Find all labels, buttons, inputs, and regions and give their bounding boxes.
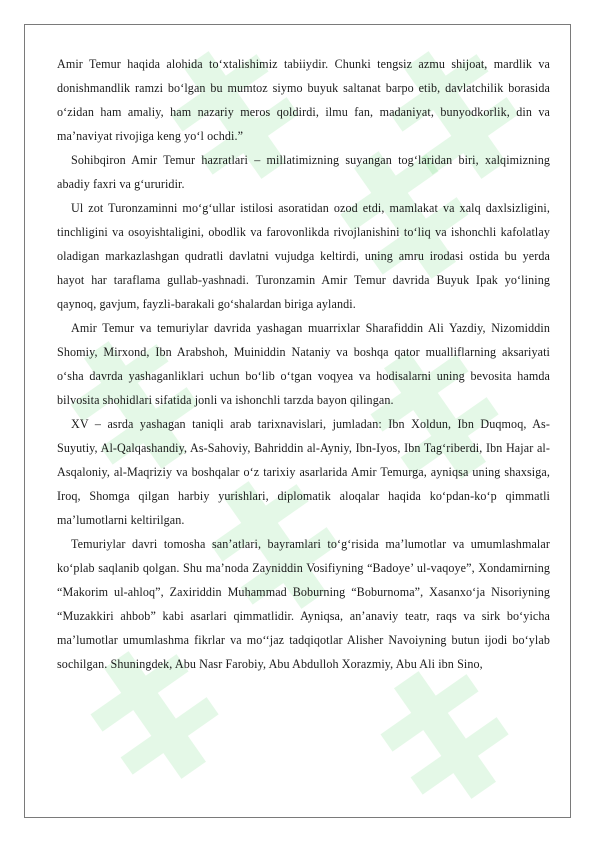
paragraph: Sohibqiron Amir Temur hazratlari – millatimizning suyangan tog‘laridan biri, xalqimizning abadiy faxri va g‘ururidir. bbox=[57, 153, 550, 191]
paragraph: XV – asrda yashagan taniqli arab tarixnavislari, jumladan: Ibn Xoldun, Ibn Duqmoq, As-Suyutiy, Al-Qalqashandiy, As-Sahoviy, Bahriddin al-Ayniy, Ibn-Iyos, Ibn Tag‘riberdi, Ibn Hajar al-Asqaloniy, al-Maqriziy va boshqalar o‘z tarixiy asarlarida Amir Temurga, ayniqsa uning shaxsiga, Iroq, Shomga qilgan harbiy yurishlari, diplomatik aloqalar haqida ko‘pdan-ko‘p qimmatli ma’lumotlarni keltirilgan. bbox=[57, 417, 550, 527]
paragraph: Ul zot Turonzaminni mo‘g‘ullar istilosi asoratidan ozod etdi, mamlakat va xalq daxlsizligini, tinchligini va osoyishtaligini, obodlik va farovonlikda rivojlanishini to‘liq va ishonchli kafolatlay oladigan markazlashgan qudratli davlatni vujudga keltirdi, uning amru irodasi ostida bu yerda hayot har taraflama gullab-yashnadi. Turonzamin Amir Temur davrida Buyuk Ipak yo‘lining qaynoq, gavjum, fayzli-barakali go‘shalardan biriga aylandi. bbox=[57, 201, 550, 311]
paragraph: Temuriylar davri tomosha san’atlari, bayramlari to‘g‘risida ma’lumotlar va umumlashmalar ko‘plab saqlanib qolgan. Shu ma’noda Zayniddin Vosifiyning “Badoye’ ul-vaqoye”, Xondamirning “Makorim ul-ahloq”, Zaxiriddin Muhammad Boburning “Boburnoma”, Xasanxo‘ja Nisoriyning “Muzakkiri ahbob” kabi asarlari qimmatlidir. Ayniqsa, an’anaviy teatr, raqs va sirk bo‘yicha ma’lumotlar umumlashma fikrlar va mo‘‘jaz tadqiqotlar Alisher Navoiyning butun ijodi bo‘ylab sochilgan. Shuningdek, Abu Nasr Farobiy, Abu Abdulloh Xorazmiy, Abu Ali ibn Sino, bbox=[57, 537, 550, 671]
document-body bbox=[57, 52, 550, 676]
paragraph: Amir Temur va temuriylar davrida yashagan muarrixlar Sharafiddin Ali Yazdiy, Nizomiddin Shomiy, Mirxond, Ibn Arabshoh, Muiniddin Nataniy va boshqa qator mualliflarning aksariyati o‘sha davrda yashaganliklari uchun bo‘lib o‘tgan voqyea va hodisalarni uning bevosita hamda bilvosita shohidlari sifatida jonli va ishonchli tarzda bayon qilingan. bbox=[57, 321, 550, 407]
paragraph: Amir Temur haqida alohida to‘xtalishimiz tabiiydir. Chunki tengsiz azmu shijoat, mardlik va donishmandlik ramzi bo‘lgan bu mumtoz siymo buyuk saltanat barpo etib, davlatchilik borasida o‘zidan ham amaliy, ham nazariy meros qoldirdi, ilmu fan, madaniyat, bunyodkorlik, din va ma’naviyat rivojiga keng yo‘l ochdi.” bbox=[57, 57, 550, 143]
